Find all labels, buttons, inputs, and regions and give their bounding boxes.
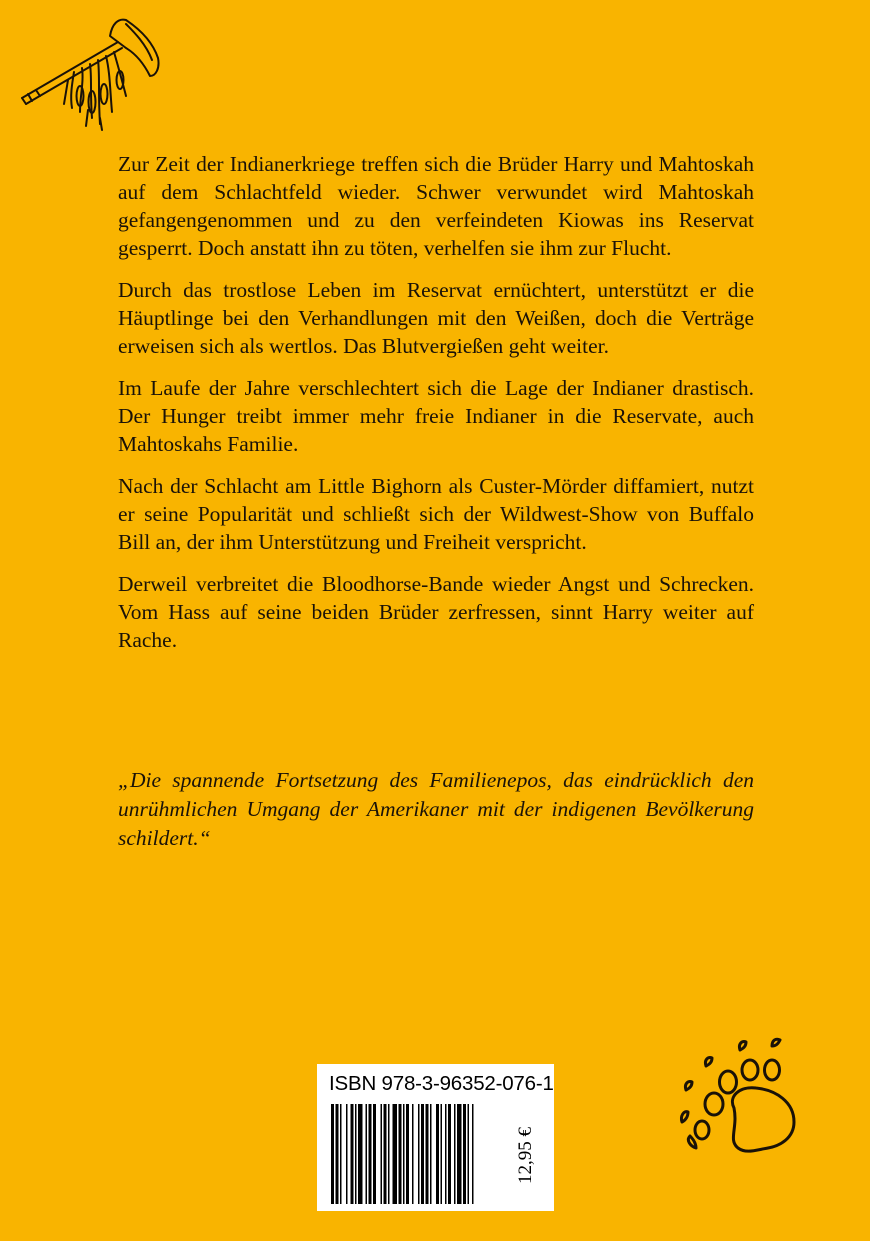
- blurb-paragraph: Durch das trostlose Leben im Reservat ernüchtert, unterstützt er die Häuptlinge bei den Verhandlungen mit den Weißen, doch die Verträge erweisen sich als wertlos. Das Blutvergießen geht weiter.: [118, 278, 754, 358]
- review-quote: „Die spannende Fortsetzung des Familienepos, das eindrücklich den unrühmlichen Umgang der Amerikaner mit der indigenen Bevölkerung schildert.“: [118, 768, 754, 850]
- isbn-label: ISBN 978-3-96352-076-1: [329, 1072, 554, 1095]
- blurb-text: [118, 150, 754, 668]
- barcode-icon: [331, 1104, 511, 1204]
- isbn-box: [317, 1064, 554, 1211]
- price-label: 12,95 €: [515, 1127, 536, 1184]
- paw-print-icon: [676, 1036, 804, 1164]
- blurb-paragraph: Im Laufe der Jahre verschlechtert sich die Lage der Indianer drastisch. Der Hunger treibt immer mehr freie Indianer in die Reservate, auch Mahtoskahs Familie.: [118, 376, 754, 456]
- blurb-paragraph: Nach der Schlacht am Little Bighorn als Custer-Mörder diffamiert, nutzt er seine Popularität und schließt sich der Wildwest-Show von Buffalo Bill an, der ihm Unterstützung und Freiheit verspricht.: [118, 474, 754, 554]
- blurb-paragraph: Zur Zeit der Indianerkriege treffen sich die Brüder Harry und Mahtoskah auf dem Schlachtfeld wieder. Schwer verwundet wird Mahtoskah gefangengenommen und zu den verfeindeten Kiowas ins Reservat gesperrt. Doch anstatt ihn zu töten, verhelfen sie ihm zur Flucht.: [118, 152, 754, 260]
- tomahawk-icon: [14, 14, 164, 134]
- blurb-paragraph: Derweil verbreitet die Bloodhorse-Bande wieder Angst und Schrecken. Vom Hass auf seine beiden Brüder zerfressen, sinnt Harry weiter auf Rache.: [118, 572, 754, 652]
